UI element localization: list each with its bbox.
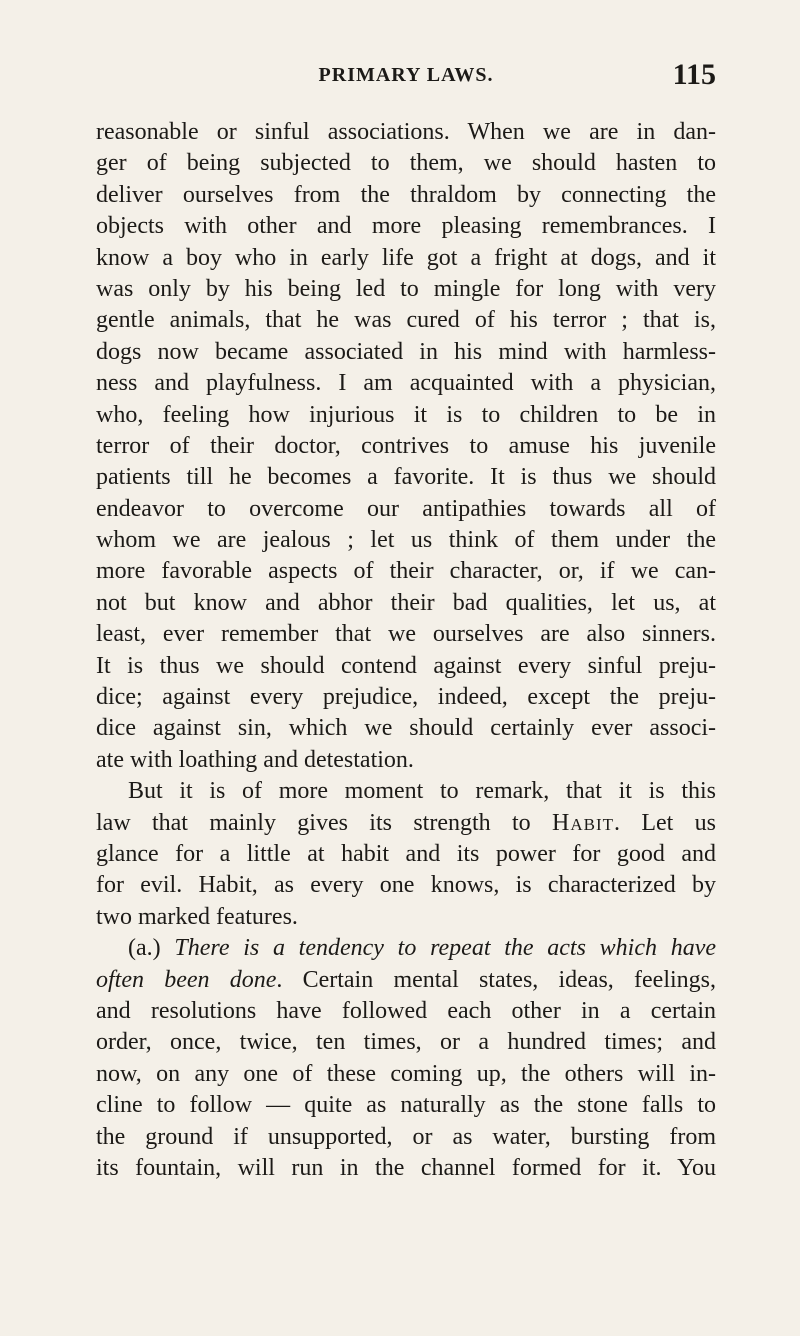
text-line: who, feeling how injurious it is to children to be in xyxy=(96,401,716,428)
text-line: now, on any one of these coming up, the others will in- xyxy=(96,1060,716,1087)
text-line: know a boy who in early life got a fright at dogs, and it xyxy=(96,244,716,271)
text-line: and resolutions have followed each other in a certain xyxy=(96,997,716,1024)
enumerated-paragraph-line xyxy=(96,933,716,964)
running-title: PRIMARY LAWS. xyxy=(318,64,494,86)
text-line: its fountain, will run in the channel formed for it. You xyxy=(96,1154,716,1181)
text-line: dice; against every prejudice, indeed, except the preju- xyxy=(96,684,716,711)
text-line: ness and playfulness. I am acquainted with a physician, xyxy=(96,370,716,397)
text-line: whom we are jealous ; let us think of them under the xyxy=(96,527,716,554)
text-fragment: . Let us xyxy=(614,809,716,836)
text-line-with-small-caps xyxy=(96,808,716,839)
text-line: ate with loathing and detestation. xyxy=(96,746,414,773)
text-line: patients till he becomes a favorite. It is thus we should xyxy=(96,464,716,491)
text-line: objects with other and more pleasing remembrances. I xyxy=(96,213,716,240)
text-line: gentle animals, that he was cured of his terror ; that is, xyxy=(96,307,716,334)
text-fragment: law that mainly gives its strength to xyxy=(96,809,552,836)
text-line: order, once, twice, ten times, or a hundred times; and xyxy=(96,1029,716,1056)
text-line: for evil. Habit, as every one knows, is characterized by xyxy=(96,872,716,899)
text-line: terror of their doctor, contrives to amuse his juvenile xyxy=(96,432,716,459)
enumeration-label: (a.) xyxy=(128,935,175,962)
text-line: glance for a little at habit and its power for good and xyxy=(96,840,716,867)
text-line: cline to follow — quite as naturally as the stone falls to xyxy=(96,1092,716,1119)
text-line: endeavor to overcome our antipathies towards all of xyxy=(96,495,716,522)
text-line: two marked features. xyxy=(96,903,298,930)
italic-thesis-continuation: often been done xyxy=(96,966,277,993)
text-line: dice against sin, which we should certainly ever associ- xyxy=(96,715,716,742)
habit-term: Habit xyxy=(552,809,614,836)
italic-thesis: There is a tendency to repeat the acts which have xyxy=(174,935,716,962)
text-line: more favorable aspects of their character, or, if we can- xyxy=(96,558,716,585)
paragraph-start-line xyxy=(96,776,716,807)
running-head xyxy=(96,58,716,94)
text-line: not but know and abhor their bad qualities, let us, at xyxy=(96,589,716,616)
text-line: It is thus we should contend against every sinful preju- xyxy=(96,652,716,679)
text-fragment: . Certain mental states, ideas, feelings, xyxy=(276,966,716,993)
text-line: was only by his being led to mingle for long with very xyxy=(96,275,716,302)
text-line: ger of being subjected to them, we should hasten to xyxy=(96,150,716,177)
text-line: reasonable or sinful associations. When we are in dan- xyxy=(96,119,716,145)
text-line: dogs now became associated in his mind with harmless- xyxy=(96,338,716,365)
body-text xyxy=(96,117,716,1184)
text-line: least, ever remember that we ourselves are also sinners. xyxy=(96,621,716,648)
text-fragment: But it is of more moment to remark, that it is this xyxy=(128,778,716,805)
text-line-with-italic xyxy=(96,965,716,996)
page-number: 115 xyxy=(672,58,716,91)
text-line: the ground if unsupported, or as water, bursting from xyxy=(96,1123,716,1150)
text-line: deliver ourselves from the thraldom by connecting the xyxy=(96,181,716,208)
